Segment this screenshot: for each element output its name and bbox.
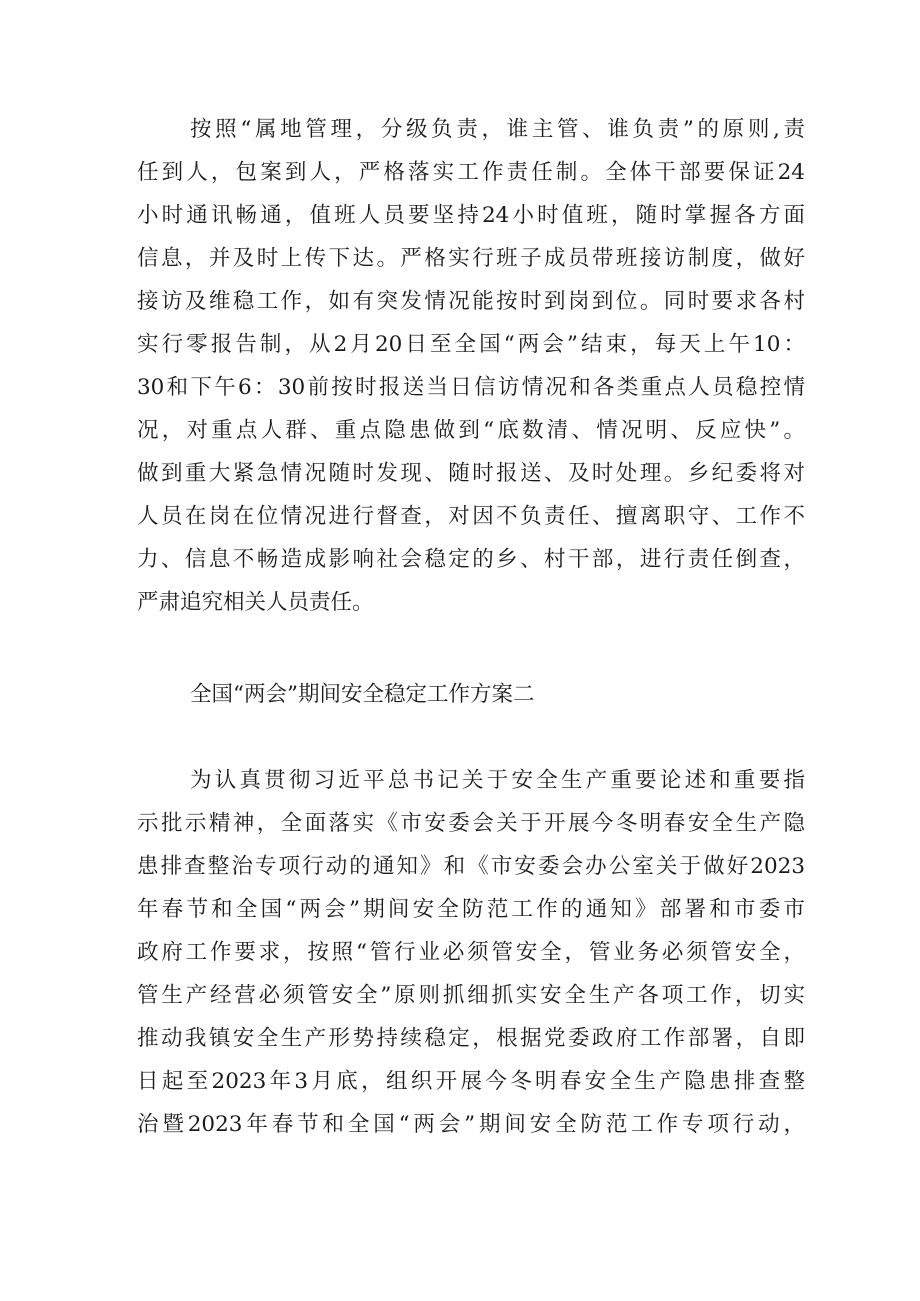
paragraph-line: 力、信息不畅造成影响社会稳定的乡、村干部，进行责任倒查， — [137, 547, 805, 572]
paragraph-line: 治暨2023年春节和全国“两会”期间安全防范工作专项行动， — [137, 1112, 805, 1137]
paragraph-line: 按照“属地管理，分级负责，谁主管、谁负责”的原则,责 — [190, 117, 805, 142]
paragraph-line: 况，对重点人群、重点隐患做到“底数清、情况明、反应快”。 — [137, 418, 805, 443]
paragraph-line: 任到人，包案到人，严格落实工作责任制。全体干部要保证24 — [137, 160, 805, 185]
paragraph-line: 实行零报告制，从2月20日至全国“两会”结束，每天上午10： — [137, 332, 805, 357]
paragraph-line: 管生产经营必须管安全”原则抓细抓实安全生产各项工作，切实 — [137, 983, 805, 1008]
paragraph-line: 推动我镇安全生产形势持续稳定，根据党委政府工作部署，自即 — [137, 1026, 805, 1051]
paragraph-line: 政府工作要求，按照“管行业必须管安全，管业务必须管安全， — [137, 940, 805, 965]
paragraph-line: 小时通讯畅通，值班人员要坚持24小时值班，随时掌握各方面 — [137, 203, 805, 228]
paragraph-line: 信息，并及时上传下达。严格实行班子成员带班接访制度，做好 — [137, 246, 805, 271]
paragraph-line: 为认真贯彻习近平总书记关于安全生产重要论述和重要指 — [190, 768, 805, 793]
paragraph-line: 日起至2023年3月底，组织开展今冬明春安全生产隐患排查整 — [137, 1069, 805, 1094]
paragraph-line: 30和下午6：30前按时报送当日信访情况和各类重点人员稳控情 — [137, 375, 805, 400]
paragraph-line: 做到重大紧急情况随时发现、随时报送、及时处理。乡纪委将对 — [137, 461, 805, 486]
paragraph-line: 严肃追究相关人员责任。 — [137, 590, 374, 615]
paragraph-line: 年春节和全国“两会”期间安全防范工作的通知》部署和市委市 — [137, 897, 805, 922]
paragraph-line: 接访及维稳工作，如有突发情况能按时到岗到位。同时要求各村 — [137, 289, 805, 314]
paragraph-line: 人员在岗在位情况进行督查，对因不负责任、擅离职守、工作不 — [137, 504, 805, 529]
paragraph-line: 患排查整治专项行动的通知》和《市安委会办公室关于做好2023 — [137, 854, 805, 879]
section-heading: 全国“两会”期间安全稳定工作方案二 — [190, 682, 535, 707]
paragraph-line: 示批示精神，全面落实《市安委会关于开展今冬明春安全生产隐 — [137, 811, 805, 836]
